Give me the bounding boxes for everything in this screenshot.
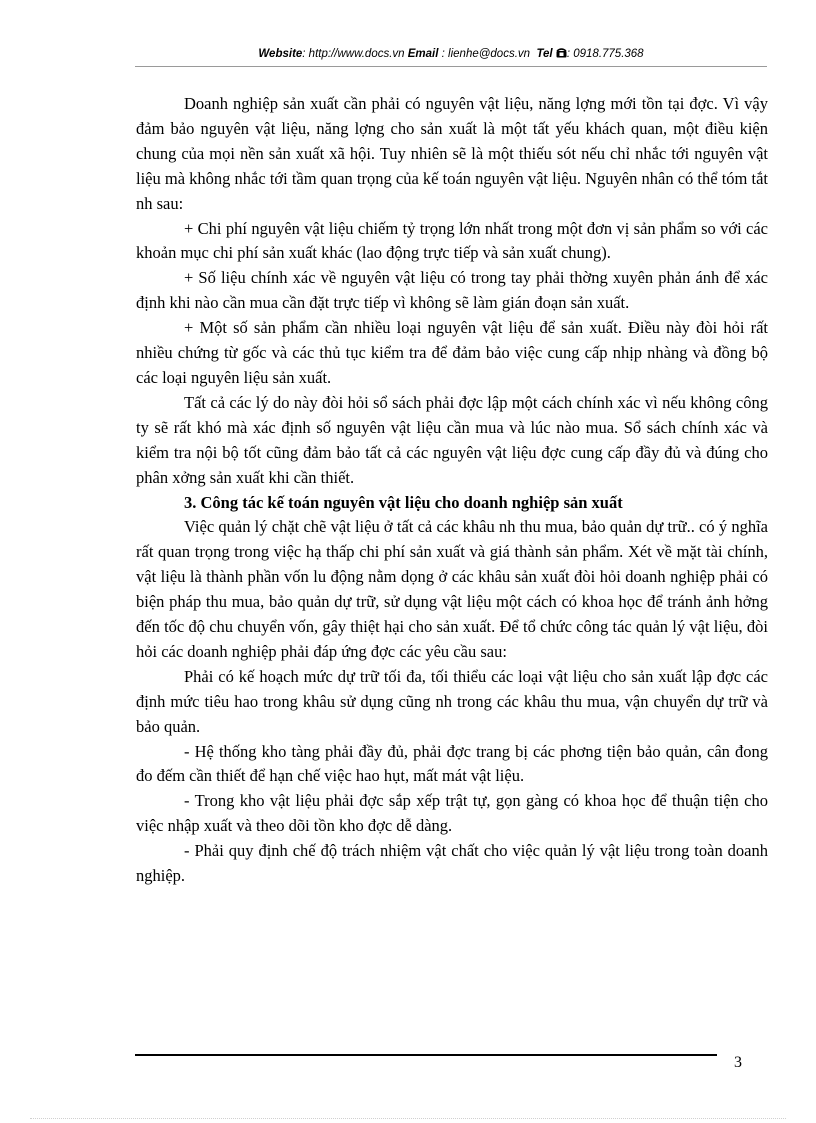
document-body [136, 92, 768, 889]
paragraph: - Phải quy định chế độ trách nhiệm vật chất cho việc quản lý vật liệu trong toàn doanh nghiệp. [136, 841, 768, 886]
header-tel-label: Tel [536, 48, 553, 60]
paragraph: + Số liệu chính xác về nguyên vật liệu có trong tay phải thờng xuyên phản ánh để xác định khi nào cần mua cần đặt trực tiếp vì không sẽ làm gián đoạn sản xuất. [136, 268, 768, 313]
paragraph: - Trong kho vật liệu phải đợc sắp xếp trật tự, gọn gàng có khoa học để thuận tiện cho việc nhập xuất và theo dõi tồn kho đợc dễ dàng. [136, 791, 768, 836]
header-website-label: Website [258, 48, 303, 60]
page-number: 3 [734, 1054, 742, 1071]
paragraph: + Chi phí nguyên vật liệu chiếm tỷ trọng lớn nhất trong một đơn vị sản phẩm so với các khoản mục chi phí sản xuất khác (lao động trực tiếp và sản xuất chung). [136, 218, 768, 263]
paragraph: - Hệ thống kho tàng phải đầy đủ, phải đợc trang bị các phơng tiện bảo quản, cân đong đo đếm cần thiết để hạn chế việc hao hụt, mất mát vật liệu. [136, 741, 768, 786]
paragraph: Phải có kế hoạch mức dự trữ tối đa, tối thiểu các loại vật liệu cho sản xuất lập đợc các định mức tiêu hao trong khâu sử dụng cũng nh trong các khâu thu mua, vận chuyển dự trữ và bảo quản. [136, 666, 768, 736]
footer-divider [135, 1054, 717, 1056]
header-email-label: Email [407, 48, 439, 60]
section-heading: 3. Công tác kế toán nguyên vật liệu cho doanh nghiệp sản xuất [184, 492, 623, 512]
page-header [135, 48, 767, 66]
phone-icon [556, 48, 567, 61]
paragraph: + Một số sản phẩm cần nhiều loại nguyên vật liệu để sản xuất. Điều này đòi hỏi rất nhiều chứng từ gốc và các thủ tục kiểm tra để đảm bảo việc cung cấp nhịp nhàng và đồng bộ các loại nguyên liệu sản xuất. [136, 318, 768, 387]
page-bottom-edge [30, 1118, 786, 1119]
header-website-value: : http://www.docs.vn [302, 48, 405, 60]
paragraph: Doanh nghiệp sản xuất cần phải có nguyên vật liệu, năng lợng mới tồn tại đợc. Vì vậy đảm bảo nguyên vật liệu, năng lợng cho sản xuất là một tất yếu khách quan, một điều kiện chung của mọi nền sản xuất xã hội. Tuy nhiên sẽ là một thiếu sót nếu chỉ nhắc tới nguyên vật liệu mà không nhắc tới tầm quan trọng của kế toán nguyên vật liệu. Nguyên nhân có thể tóm tắt nh sau: [136, 94, 768, 213]
paragraph: Việc quản lý chặt chẽ vật liệu ở tất cả các khâu nh thu mua, bảo quản dự trữ.. có ý nghĩa rất quan trọng trong việc hạ thấp chi phí sản xuất và giá thành sản phẩm. Xét về mặt tài chính, vật liệu là thành phần vốn lu động nằm dọng ở các khâu sản xuất đòi hỏi doanh nghiệp phải có biện pháp thu mua, bảo quản dự trữ, sử dụng vật liệu một cách có khoa học để tránh ảnh hởng đến tốc độ chu chuyển vốn, gây thiệt hại cho sản xuất. Để tổ chức công tác quản lý vật liệu, đòi hỏi các doanh nghiệp phải đáp ứng đợc các yêu cầu sau: [136, 517, 768, 661]
header-email-value: : lienhe@docs.vn [441, 48, 531, 60]
paragraph: Tất cả các lý do này đòi hỏi sổ sách phải đợc lập một cách chính xác vì nếu không công ty sẽ rất khó mà xác định số nguyên vật liệu cần mua và lúc nào mua. Sổ sách chính xác và kiểm tra nội bộ tốt cũng đảm bảo tất cả các nguyên vật liệu đợc cung cấp đầy đủ và đúng cho phân xởng sản xuất khi cần thiết. [136, 392, 768, 487]
header-tel-value: : 0918.775.368 [566, 48, 644, 60]
header-divider [135, 66, 767, 67]
